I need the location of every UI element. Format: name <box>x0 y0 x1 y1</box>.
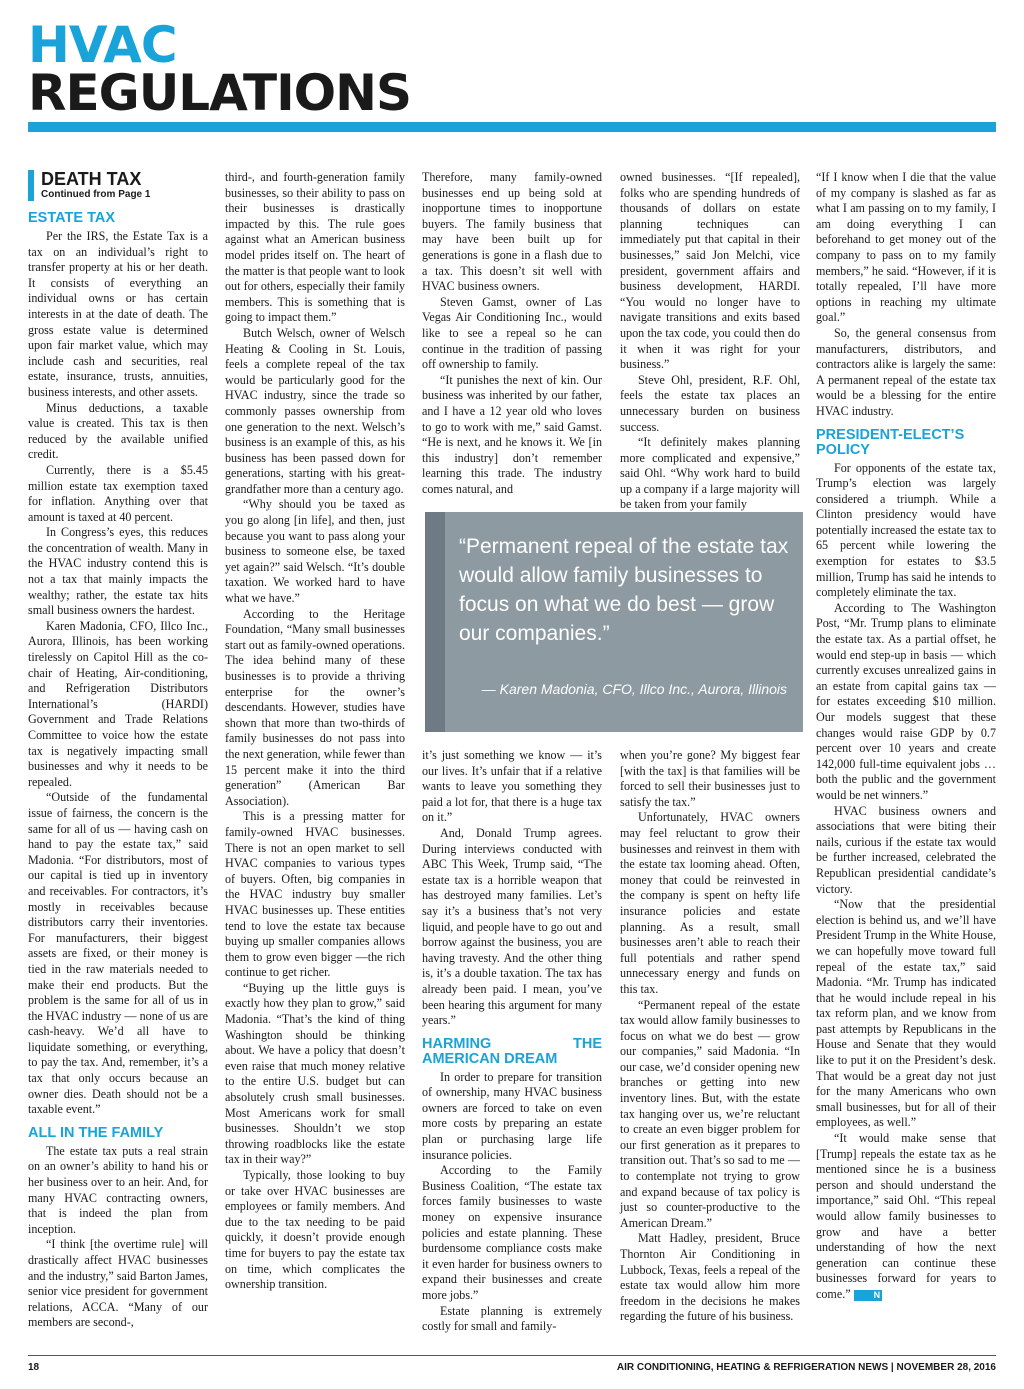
kicker-title: DEATH TAX <box>41 169 142 189</box>
paragraph: Currently, there is a $5.45 million estate tax exemption taxed for inflation. Anything over that amount is taxed at 40 percent. <box>28 462 208 524</box>
paragraph: “If I know when I die that the value of my company is slashed as far as what I am passing on to my family, I am doing everything I can beforehand to get money out of the company to pass on to my family members,” he said. “However, if it is totally repealed, I’ll have more options in reaching my ultimate goal.” <box>816 170 996 325</box>
paragraph: Unfortunately, HVAC owners may feel reluctant to grow their businesses and reinvest in them with the estate tax looming ahead. Often, money that could be reinvested in the company is spent on hefty life insurance policies and estate planning. As a result, small businesses aren’t able to reach their full potentials and rather spend unnecessary energy and funds on this tax. <box>620 810 800 996</box>
paragraph: Butch Welsch, owner of Welsch Heating & Cooling in St. Louis, feels a complete repeal of the tax would be particularly good for the HVAC industry, since the trade so commonly passes ownership from one generation to the next. Welsch’s business is an example of this, as his business has been passed down for generations, starting with his great-grandfather more than a century ago. <box>225 325 405 496</box>
paragraph: third-, and fourth-generation family businesses, so their ability to pass on their businesses is drastically impacted by this. The rule goes against what an American business model prides itself on. The heart of the matter is that people want to look out for others, especially their family members. This is something that is going to impact them.” <box>225 170 405 325</box>
column-1 <box>28 170 208 1331</box>
kicker-subtitle: Continued from Page 1 <box>41 189 151 200</box>
paragraph: owned businesses. “[If repealed], folks who are spending hundreds of thousands of dollars on estate planning techniques can immediately put that capital in their businesses,” said Jon Melchi, vice president, government affairs and business development, HARDI. “You would no longer have to navigate transitions and exits based upon the tax code, you could then do it when it was right for your business.” <box>620 170 800 372</box>
page-number: 18 <box>28 1362 40 1373</box>
paragraph: Therefore, many family-owned businesses end up being sold at inopportune times to inopportune buyers. The family business that may have been built up for generations is gone in a flash due to a tax. This doesn’t sit well with HVAC business owners. <box>422 170 602 294</box>
pull-quote <box>425 512 803 732</box>
masthead-line2: REGULATIONS <box>28 64 412 122</box>
column-3-top <box>422 170 602 497</box>
paragraph: “Buying up the little guys is exactly how they plan to grow,” said Madonia. “That’s the kind of thing Washington should be thinking about. We have a policy that doesn’t even raise that much money relative to the entire U.S. budget but can absolutely crush small businesses. Most Americans work for small businesses. Shouldn’t we stop throwing roadblocks like the estate tax in their way?” <box>225 980 405 1167</box>
paragraph: Karen Madonia, CFO, Illco Inc., Aurora, Illinois, has been working tirelessly on Capitol Hill as the co-chair of Heating, Air-conditioning, and Refrigeration Distributors International’s (HARDI) Government and Trade Relations Committee to voice how the estate tax is negatively impacting small businesses and why it needs to be repealed. <box>28 618 208 789</box>
page-footer <box>28 1355 996 1373</box>
paragraph: “Why should you be taxed as you go along [in life], and then, just because you want to pass along your business to someone else, be taxed yet again?” said Welsch. “It’s double taxation. We worked hard to have what we have.” <box>225 497 405 606</box>
paragraph: In order to prepare for transition of ownership, many HVAC business owners are forced to take on even more costs by preparing an estate plan or purchasing large life insurance policies. <box>422 1069 602 1162</box>
paragraph-text: “It would make sense that [Trump] repeals the estate tax as he mentioned since he is a business person and should understand the importance,” said Ohl. “This repeal would allow family businesses to grow and have a better understanding of how the next generation can continue these businesses forward for years to come.” <box>816 1131 996 1301</box>
paragraph: when you’re gone? My biggest fear [with the tax] is that families will be forced to sell their businesses just to satisfy the tax.” <box>620 748 800 809</box>
section-kicker <box>28 170 208 201</box>
end-mark-icon: N <box>854 1290 883 1301</box>
paragraph: “It punishes the next of kin. Our business was inherited by our father, and I have a 12 year old who loves to go to work with me,” said Gamst. “He is next, and he knows it. We [in this industry] don’t remember learning this trade. The industry comes natural, and <box>422 372 602 496</box>
masthead-rule <box>28 122 996 132</box>
column-3-bottom <box>422 748 602 1335</box>
pull-quote-bar <box>425 512 445 732</box>
column-5 <box>816 170 996 1303</box>
paragraph <box>816 1131 996 1303</box>
paragraph: And, Donald Trump agrees. During interviews conducted with ABC This Week, Trump said, “The estate tax is a horrible weapon that has destroyed many families. Let’s say it’s a business that’s not very liquid, and people have to go out and borrow against the business, you are having travesty. And the other thing is, it’s a double taxation. The tax has already been paid. I mean, you’ve been hearing this argument for many years.” <box>422 825 602 1028</box>
paragraph: “It definitely makes planning more complicated and expensive,” said Ohl. “Why work hard to build up a company if a large majority will be taken from your family <box>620 435 800 512</box>
paragraph: According to The Washington Post, “Mr. Trump plans to eliminate the estate tax. As a partial offset, he would end step-up in basis — which currently excuses unrealized gains in an estate from capital gains tax — for estates exceeding $10 million. Our models suggest that these changes would raise GDP by 0.7 percent over 10 years and create 142,000 full-time equivalent jobs … both the public and the government would be net winners.” <box>816 600 996 802</box>
paragraph: “I think [the overtime rule] will drastically affect HVAC businesses and the industry,” said Barton James, senior vice president for government relations, ACCA. “Many of our members are second-, <box>28 1237 208 1330</box>
paragraph: Steven Gamst, owner of Las Vegas Air Conditioning Inc., would like to see a repeal so he can continue in the tradition of passing off ownership to family. <box>422 294 602 372</box>
paragraph: “Permanent repeal of the estate tax would allow family businesses to focus on what we do best — grow our companies,” said Madonia. “In our case, we’d consider opening new branches or getting into new inventory lines. But, with the estate tax hanging over us, we’re reluctant to create an even bigger problem for our first generation as it prepares to transition out. That’s so sad to me — to contemplate not trying to grow and expand because of tax policy is just so counter-productive to the American Dream.” <box>620 997 800 1230</box>
paragraph: According to the Heritage Foundation, “Many small businesses start out as family-owned operations. The idea behind many of these businesses is to provide a thriving enterprise for the owner’s descendants. However, studies have shown that more than two-thirds of family businesses do not pass into the next generation, while fewer than 15 percent make it into the third generation” (American Bar Association). <box>225 606 405 808</box>
paragraph: In Congress’s eyes, this reduces the concentration of wealth. Many in the HVAC industry contend this is not a tax that mainly impacts the wealthy; rather, the estate tax hits small business owners the hardest. <box>28 525 208 618</box>
publication-line: AIR CONDITIONING, HEATING & REFRIGERATION NEWS | NOVEMBER 28, 2016 <box>616 1362 996 1373</box>
heading-harming-the-american-dream: HARMING THE AMERICAN DREAM <box>422 1035 602 1067</box>
paragraph: Minus deductions, a taxable value is created. This tax is then reduced by the available unified credit. <box>28 400 208 462</box>
heading-all-in-the-family: ALL IN THE FAMILY <box>28 1124 164 1141</box>
paragraph: Steve Ohl, president, R.F. Ohl, feels the estate tax places an unnecessary burden on business success. <box>620 372 800 434</box>
paragraph: According to the Family Business Coalition, “The estate tax forces family businesses to waste money on expensive insurance policies and estate planning. These burdensome compliance costs make it even harder for business owners to expand their businesses and create more jobs.” <box>422 1163 602 1302</box>
heading-estate-tax: ESTATE TAX <box>28 210 115 226</box>
paragraph: it’s just something we know — it’s our lives. It’s unfair that if a relative wants to leave you something they paid a lot for, that there is a huge tax on it.” <box>422 748 602 825</box>
paragraph: Per the IRS, the Estate Tax is a tax on an individual’s right to transfer property at his or her death. It consists of everything an individual owns or has certain interests in at the date of death. The gross estate value is determined upon fair market value, which may include cash and securities, real estate, insurance, trusts, annuities, business interests, and other assets. <box>28 229 208 399</box>
masthead-line1: HVAC <box>28 16 177 74</box>
paragraph: For opponents of the estate tax, Trump’s election was largely considered a triumph. While a Clinton presidency would have potentially increased the estate tax to 65 percent while lowering the exemption for estates to $3.5 million, Trump has said he intends to completely eliminate the tax. <box>816 460 996 600</box>
paragraph: HVAC business owners and associations that were biting their nails, curious if the estate tax would be further increased, celebrated the Republican presidential candidate’s victory. <box>816 803 996 896</box>
column-4-bottom <box>620 748 800 1325</box>
masthead <box>28 16 412 122</box>
paragraph: Typically, those looking to buy or take over HVAC businesses are employees or family members. And due to the tax needing to be paid quickly, it doesn’t provide enough time for buyers to pay the estate tax on time, which complicates the ownership transition. <box>225 1168 405 1292</box>
paragraph: “Now that the presidential election is behind us, and we’ll have President Trump in the White House, we can hopefully move toward full repeal of the estate tax,” said Madonia. “Mr. Trump has indicated that he would include repeal in his tax reform plan, and we know from past attempts by Republicans in the House and Senate that they would like to put it on the President’s desk. That would be a great day not just for the many Americans who own small businesses, but for all of their employees, as well.” <box>816 897 996 1130</box>
heading-president-elects-policy: PRESIDENT-ELECT’S POLICY <box>816 426 965 458</box>
paragraph: The estate tax puts a real strain on an owner’s ability to hand his or her business over to an heir. And, for many HVAC contracting owners, that is indeed the plan from inception. <box>28 1143 208 1236</box>
pull-quote-text: “Permanent repeal of the estate tax would allow family businesses to focus on what we do best — grow our companies.” <box>459 535 789 645</box>
paragraph: Matt Hadley, president, Bruce Thornton Air Conditioning in Lubbock, Texas, feels a repeal of the estate tax would allow him more freedom in the decisions he makes regarding the future of his business. <box>620 1231 800 1324</box>
paragraph: So, the general consensus from manufacturers, distributors, and contractors alike is largely the same: A permanent repeal of the estate tax would be a blessing for the entire HVAC industry. <box>816 325 996 418</box>
paragraph: “Outside of the fundamental issue of fairness, the concern is the same for all of us — having cash on hand to pay the estate tax,” said Madonia. “For distributors, most of our capital is tied up in inventory and receivables. For contractors, it’s mostly in receivables because distributors carry their inventories. For manufacturers, their biggest assets are fixed, or their money is tied in the raw materials needed to make their end products. But the problem is the same for all of us in the HVAC industry — none of us are cash-heavy. We’d all have to liquidate something, or everything, to pay the tax. And, remember, it’s a tax that only occurs because an owner dies. Death should not be a taxable event.” <box>28 790 208 1117</box>
paragraph: This is a pressing matter for family-owned HVAC businesses. There is not an open market to sell HVAC companies to various types of buyers. Often, big companies in the HVAC industry buy smaller HVAC businesses up. These entities tend to love the estate tax because buying up smaller companies allows them to grow even bigger —the rich continue to get richer. <box>225 809 405 980</box>
paragraph: Estate planning is extremely costly for small and family- <box>422 1303 602 1334</box>
pull-quote-attribution: — Karen Madonia, CFO, Illco Inc., Aurora, Illinois <box>481 681 787 697</box>
column-2 <box>225 170 405 1293</box>
column-4-top <box>620 170 800 513</box>
